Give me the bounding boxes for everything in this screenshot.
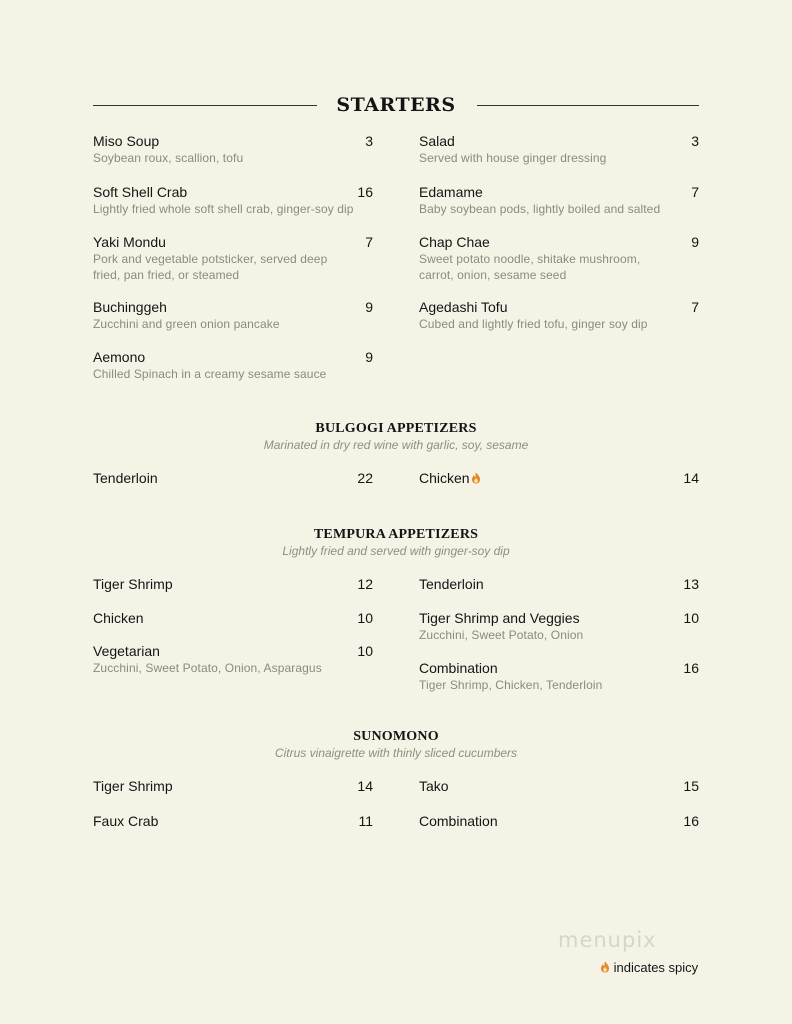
item-name: Chicken xyxy=(419,470,470,486)
menu-item xyxy=(419,660,699,693)
menu-item xyxy=(93,610,373,627)
item-name-row xyxy=(419,470,699,487)
item-description: Lightly fried whole soft shell crab, ginger-soy dip xyxy=(93,202,354,216)
item-description: Zucchini and green onion pancake xyxy=(93,317,280,331)
menu-item xyxy=(93,813,373,830)
item-name: Tako xyxy=(419,778,449,794)
item-description: Cubed and lightly fried tofu, ginger soy dip xyxy=(419,317,648,331)
menu-item xyxy=(419,299,699,332)
menu-item xyxy=(93,576,373,593)
item-price: 10 xyxy=(357,643,373,659)
item-name: Tenderloin xyxy=(93,470,158,486)
starters-header xyxy=(93,92,699,122)
starters-title: STARTERS xyxy=(336,94,456,116)
menu-item xyxy=(93,299,373,332)
spicy-legend xyxy=(599,960,698,975)
menu-item xyxy=(419,576,699,593)
flame-icon xyxy=(600,961,610,973)
item-price: 9 xyxy=(365,349,373,365)
item-name: Chicken xyxy=(93,610,144,626)
item-name: Combination xyxy=(419,660,498,676)
tempura-header xyxy=(93,526,699,560)
item-price: 10 xyxy=(683,610,699,626)
menu-item xyxy=(419,813,699,830)
item-name: Agedashi Tofu xyxy=(419,299,508,315)
item-description: Served with house ginger dressing xyxy=(419,151,607,165)
item-name: Aemono xyxy=(93,349,146,365)
item-name: Tiger Shrimp xyxy=(93,778,173,794)
section-title: SUNOMONO xyxy=(353,729,439,744)
item-price: 3 xyxy=(365,133,373,149)
item-price: 16 xyxy=(683,660,699,676)
item-name: Salad xyxy=(419,133,455,149)
item-price: 11 xyxy=(358,813,373,829)
item-price: 3 xyxy=(691,133,699,149)
item-price: 7 xyxy=(365,234,373,250)
item-name: Vegetarian xyxy=(93,643,160,659)
item-name: Edamame xyxy=(419,184,483,200)
item-price: 14 xyxy=(357,778,373,794)
section-subtitle: Lightly fried and served with ginger-soy dip xyxy=(282,544,510,558)
item-price: 7 xyxy=(691,299,699,315)
item-price: 14 xyxy=(683,470,699,486)
item-price: 10 xyxy=(357,610,373,626)
menu-item xyxy=(419,470,699,487)
item-description: Tiger Shrimp, Chicken, Tenderloin xyxy=(419,678,603,692)
menu-item xyxy=(419,610,699,643)
menu-item xyxy=(93,470,373,487)
item-name: Tiger Shrimp xyxy=(93,576,173,592)
sunomono-header xyxy=(93,728,699,762)
menu-item xyxy=(419,234,699,283)
menu-item xyxy=(93,349,373,382)
menu-item xyxy=(93,133,373,166)
item-description: Chilled Spinach in a creamy sesame sauce xyxy=(93,367,327,381)
item-name: Tiger Shrimp and Veggies xyxy=(419,610,580,626)
item-description-line-1: Pork and vegetable potsticker, served deep xyxy=(93,252,328,266)
item-price: 22 xyxy=(357,470,373,486)
flame-icon xyxy=(471,472,481,484)
item-name: Chap Chae xyxy=(419,234,490,250)
menupix-watermark: menupix xyxy=(558,928,657,952)
item-price: 9 xyxy=(691,234,699,250)
item-name: Soft Shell Crab xyxy=(93,184,188,200)
item-name: Faux Crab xyxy=(93,813,159,829)
item-price: 15 xyxy=(683,778,699,794)
item-description-line-2: carrot, onion, sesame seed xyxy=(419,268,567,282)
item-description: Zucchini, Sweet Potato, Onion, Asparagus xyxy=(93,661,322,675)
menu-item xyxy=(93,234,373,283)
item-price: 12 xyxy=(357,576,373,592)
item-price: 16 xyxy=(683,813,699,829)
item-name: Tenderloin xyxy=(419,576,484,592)
legend-text: indicates spicy xyxy=(613,960,699,975)
item-description-line-2: fried, pan fried, or steamed xyxy=(93,268,240,282)
menu-item xyxy=(419,133,699,166)
section-subtitle: Citrus vinaigrette with thinly sliced cucumbers xyxy=(274,746,518,760)
item-price: 7 xyxy=(691,184,699,200)
item-description: Zucchini, Sweet Potato, Onion xyxy=(419,628,584,642)
header-rule-right xyxy=(477,105,699,106)
item-name: Yaki Mondu xyxy=(93,234,166,250)
section-subtitle: Marinated in dry red wine with garlic, soy, sesame xyxy=(263,438,529,452)
section-title: TEMPURA APPETIZERS xyxy=(313,527,479,542)
menu-item xyxy=(419,184,699,217)
item-description: Baby soybean pods, lightly boiled and salted xyxy=(419,202,661,216)
section-title: BULGOGI APPETIZERS xyxy=(315,421,477,436)
menu-item xyxy=(93,643,373,676)
menu-item xyxy=(93,184,373,217)
menu-item xyxy=(419,778,699,795)
item-name: Miso Soup xyxy=(93,133,160,149)
item-price: 16 xyxy=(357,184,373,200)
item-name: Combination xyxy=(419,813,498,829)
item-description: Soybean roux, scallion, tofu xyxy=(93,151,244,165)
menu-item xyxy=(93,778,373,795)
item-price: 13 xyxy=(683,576,699,592)
bulgogi-header xyxy=(93,420,699,454)
item-description-line-1: Sweet potato noodle, shitake mushroom, xyxy=(419,252,641,266)
item-price: 9 xyxy=(365,299,373,315)
item-name: Buchinggeh xyxy=(93,299,167,315)
